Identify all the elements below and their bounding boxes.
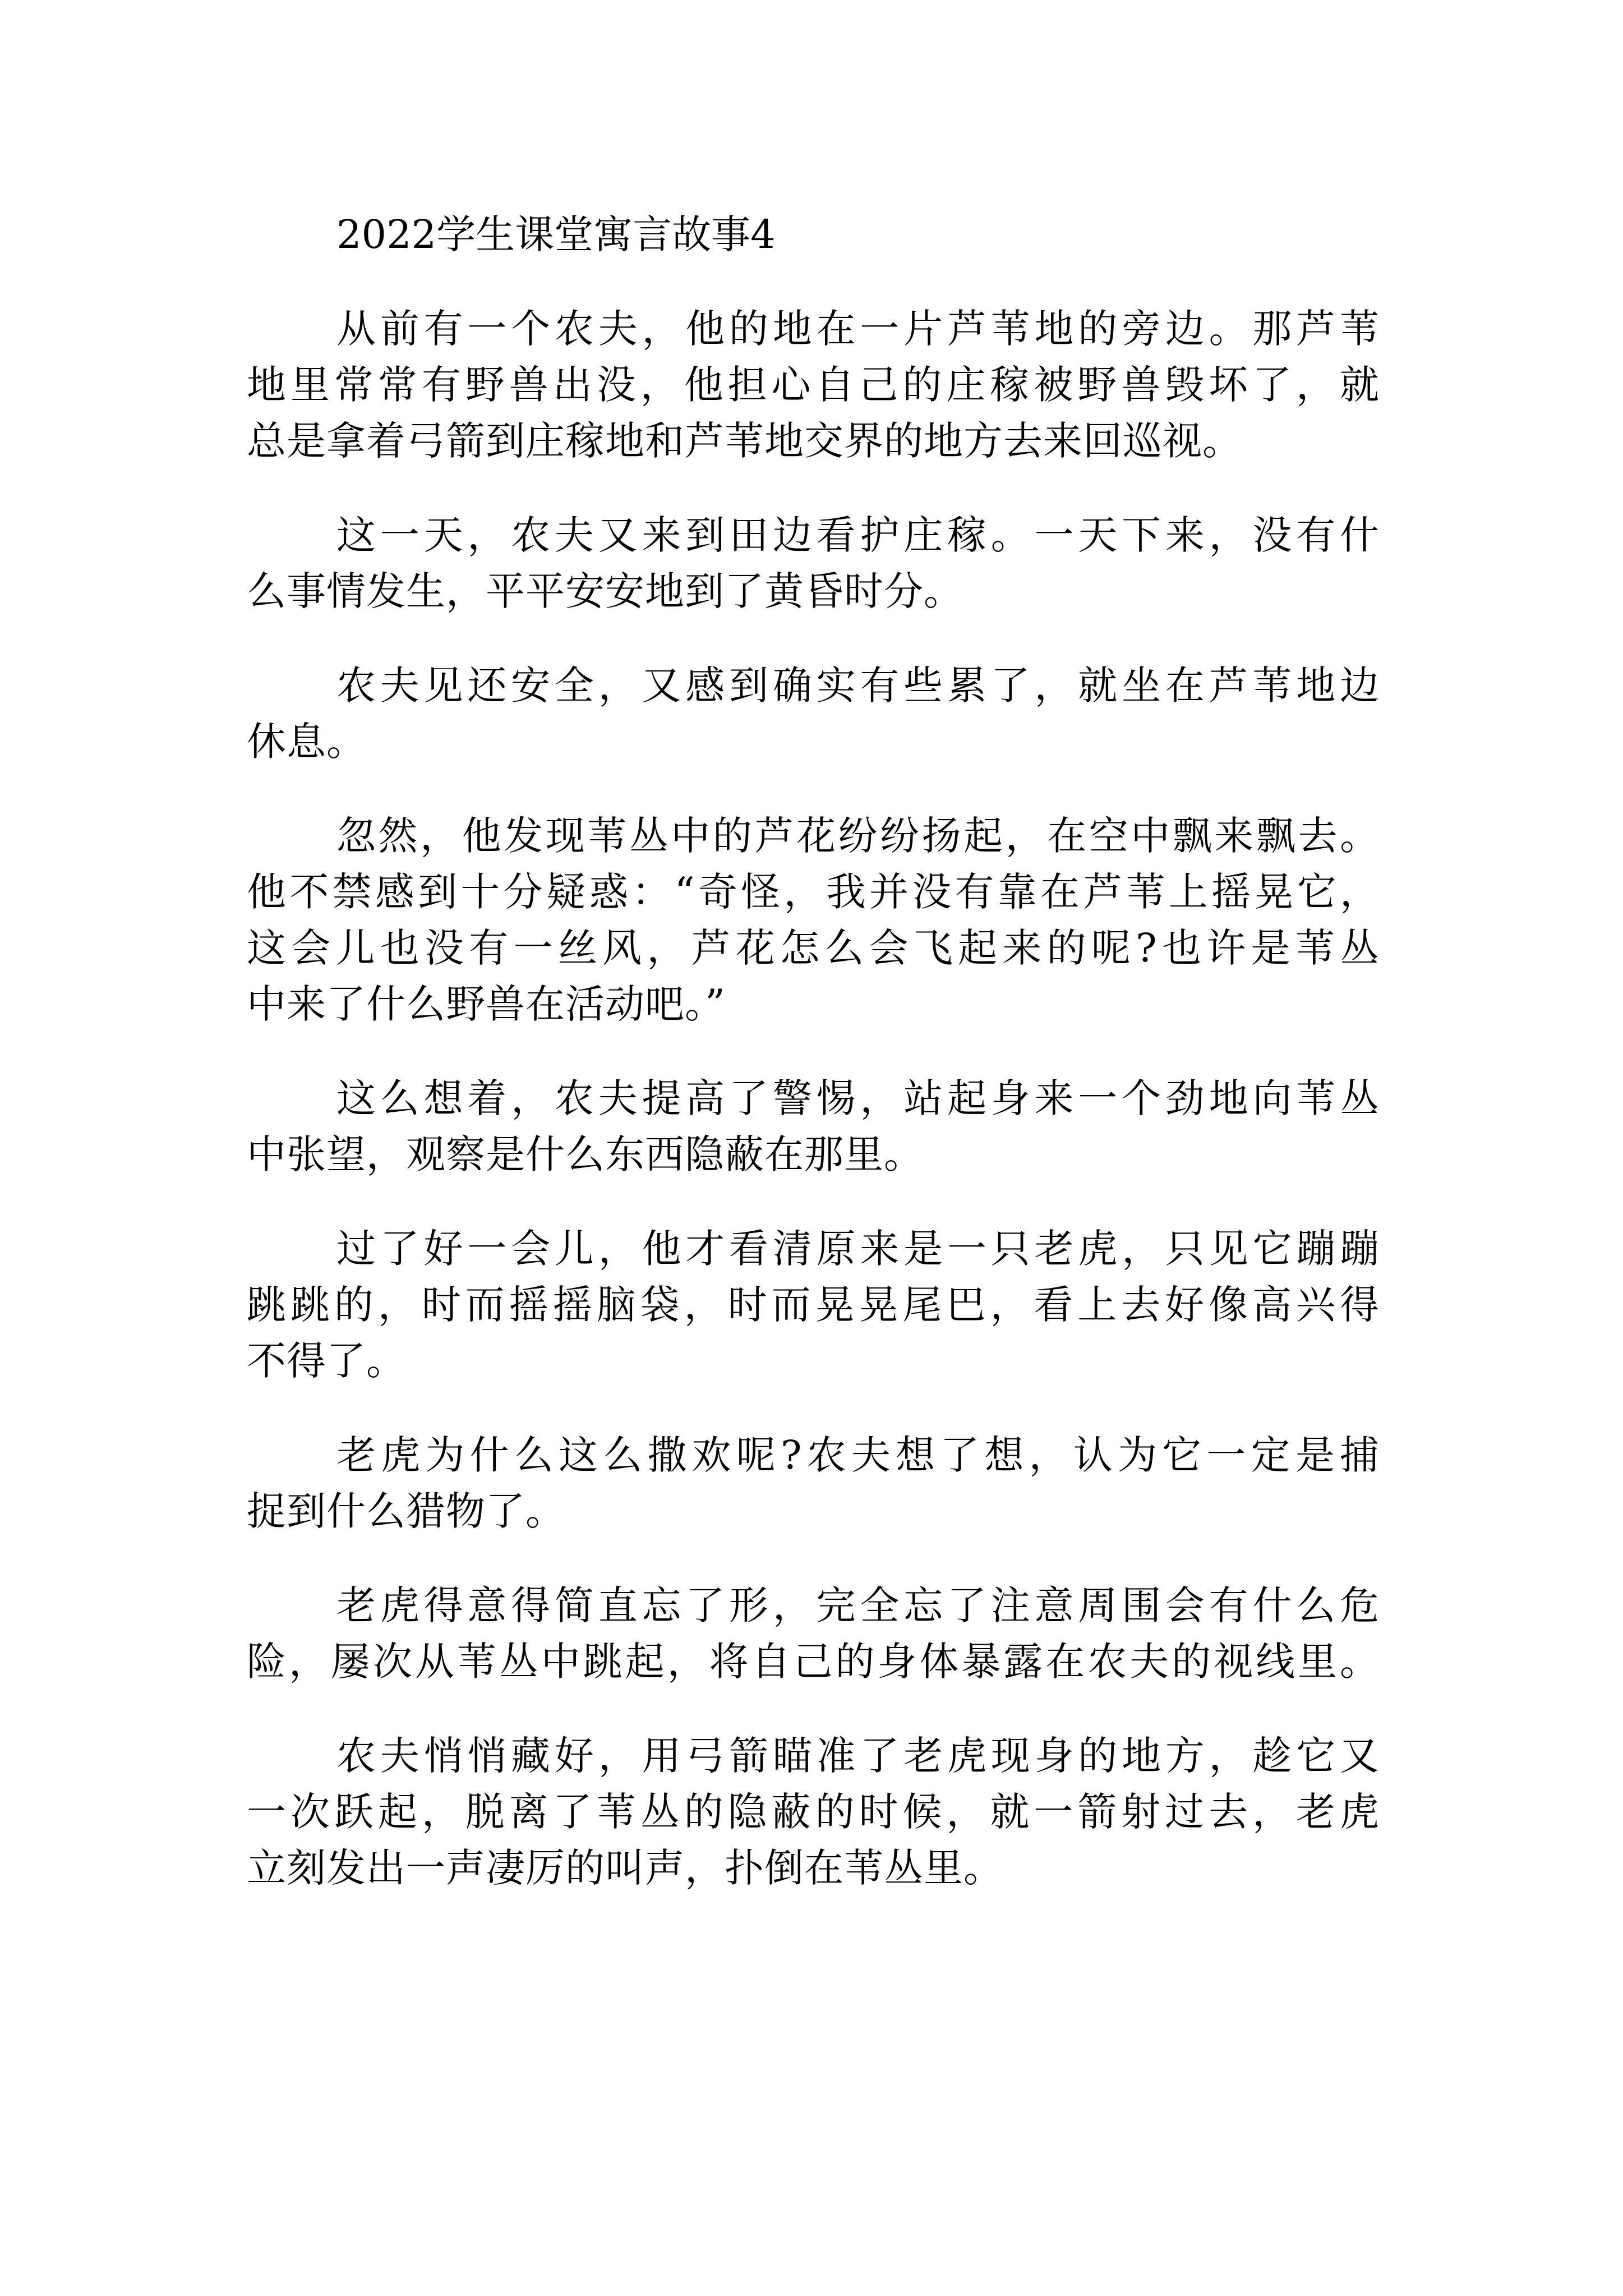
- paragraph-line: 么事情发生，平平安安地到了黄昏时分。: [247, 568, 963, 614]
- paragraph: [247, 1070, 1380, 1182]
- paragraph-line: 立刻发出一声凄厉的叫声，扑倒在苇丛里。: [247, 1845, 1003, 1891]
- paragraph-line: 农夫悄悄藏好，用弓箭瞄准了老虎现身的地方，趁它又: [336, 1733, 1380, 1779]
- document-title: 2022学生课堂寓言故事4: [336, 211, 776, 257]
- paragraph: [247, 1728, 1380, 1896]
- paragraph: [247, 507, 1380, 619]
- document-body: [247, 206, 1380, 1896]
- paragraph: [247, 1427, 1380, 1539]
- paragraph-line: 老虎为什么这么撒欢呢?农夫想了想，认为它一定是捕: [336, 1432, 1380, 1478]
- paragraph: [247, 301, 1380, 469]
- paragraph-line: 农夫见还安全，又感到确实有些累了，就坐在芦苇地边: [336, 662, 1380, 708]
- paragraph-line: 这么想着，农夫提高了警惕，站起身来一个劲地向苇丛: [336, 1075, 1380, 1121]
- paragraph-line: 过了好一会儿，他才看清原来是一只老虎，只见它蹦蹦: [336, 1226, 1380, 1272]
- paragraph-line: 他不禁感到十分疑惑：“奇怪，我并没有靠在芦苇上摇晃它，: [247, 869, 1380, 915]
- paragraph-line: 这会儿也没有一丝风，芦花怎么会飞起来的呢?也许是苇丛: [247, 925, 1380, 971]
- paragraph: [247, 657, 1380, 770]
- paragraph-line: 一次跃起，脱离了苇丛的隐蔽的时候，就一箭射过去，老虎: [247, 1789, 1380, 1835]
- paragraph-line: 跳跳的，时而摇摇脑袋，时而晃晃尾巴，看上去好像高兴得: [247, 1282, 1380, 1328]
- paragraph-line: 中来了什么野兽在活动吧。”: [247, 981, 726, 1027]
- paragraph-line: 总是拿着弓箭到庄稼地和芦苇地交界的地方去来回巡视。: [247, 418, 1242, 464]
- paragraph-line: 这一天，农夫又来到田边看护庄稼。一天下来，没有什: [336, 512, 1380, 558]
- paragraph-line: 忽然，他发现苇丛中的芦花纷纷扬起，在空中飘来飘去。: [336, 813, 1380, 859]
- paragraph-line: 捉到什么猎物了。: [247, 1488, 565, 1534]
- paragraph-line: 从前有一个农夫，他的地在一片芦苇地的旁边。那芦苇: [336, 306, 1380, 352]
- paragraph-line: 地里常常有野兽出没，他担心自己的庄稼被野兽毁坏了，就: [247, 362, 1380, 408]
- paragraph: [247, 808, 1380, 1032]
- paragraph-line: 休息。: [247, 719, 366, 765]
- paragraph-line: 中张望，观察是什么东西隐蔽在那里。: [247, 1131, 924, 1177]
- paragraph: [247, 1221, 1380, 1389]
- paragraph-line: 老虎得意得简直忘了形，完全忘了注意周围会有什么危: [336, 1582, 1380, 1628]
- paragraph: [247, 1577, 1380, 1690]
- paragraph-line: 险，屡次从苇丛中跳起，将自己的身体暴露在农夫的视线里。: [247, 1639, 1380, 1685]
- paragraph-line: 不得了。: [247, 1338, 406, 1384]
